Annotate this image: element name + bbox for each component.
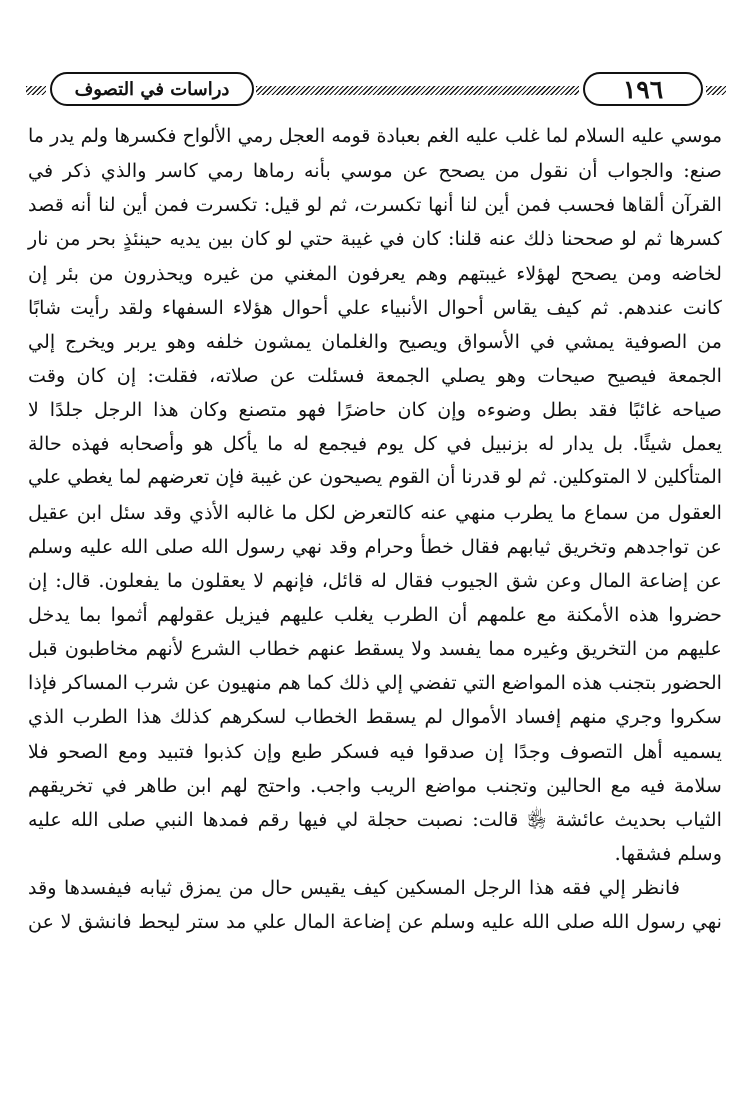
text-line: موسي عليه السلام لما غلب عليه الغم بعبادة قومه العجل رمي الألواح فكسرها ولم يدر ما bbox=[28, 126, 722, 147]
text-line: يسميه أهل التصوف وجدًا إن صدقوا فيه فسكر طبع وإن كذبوا فتبيد ومع الصحو فلا bbox=[28, 739, 722, 763]
text-line: صنع: والجواب أن نقول من يصحح عن موسي بأنه رماها رمي كاسر والذي ذكر في bbox=[28, 159, 722, 183]
text-line: من الصوفية يمشي في الأسواق ويصيح والغلمان يمشون خلفه وهو يربر ويخرج إلي bbox=[28, 329, 722, 353]
text-line: عن تواجدهم وتخريق ثيابهم فقال خطأ وحرام وقد نهي رسول الله صلى الله عليه وسلم bbox=[28, 534, 722, 558]
text-line: وسلم فشقها. bbox=[614, 841, 722, 865]
text-line: الجمعة فيصيح صيحات وهو يصلي الجمعة فسئلت عن صلاته، فقلت: إن كان وقت bbox=[28, 363, 722, 387]
header-hatch-left bbox=[26, 86, 46, 95]
header-hatch-right bbox=[706, 86, 726, 95]
text-line: حضروا هذه الأمكنة مع علمهم أن الطرب يغلب عليهم فيزيل عقولهم أثموا بما يدخل bbox=[28, 602, 722, 626]
text-line: صياحه غائبًا فقد بطل وضوءه وإن كان حاضرًا فهو متصنع وكان هذا الرجل جلدًا لا bbox=[28, 398, 722, 422]
book-title: دراسات في التصوف bbox=[50, 72, 254, 106]
text-line: المتأكلين لا المتوكلين. ثم لو قدرنا أن القوم يصيحون عن غيبة فإن تعرضهم لما يغطي علي bbox=[28, 467, 722, 489]
header-hatch-middle bbox=[256, 86, 579, 95]
body-text bbox=[28, 120, 722, 939]
text-line: كسرها ثم لو صححنا ذلك عنه قلنا: كان في غيبة حتي لو كان بين يديه حينئذٍ بحر من نار bbox=[28, 227, 722, 251]
text-line: كانت عندهم. ثم كيف يقاس أحوال الأنبياء علي أحوال هؤلاء السفهاء ولقد رأيت شابًا bbox=[28, 295, 722, 319]
text-line: لخاضه ومن يصحح لهؤلاء غيبتهم وهم يعرفون المغني من غيره ويحذرون من بئر إن bbox=[28, 261, 722, 285]
text-line: عليهم من التخريق وغيره مما يفسد ولا يسقط عنهم خطاب الشرع لأنهم مخاطبون قبل bbox=[28, 637, 722, 661]
text-line: الحضور بتجنب هذه المواضع التي تفضي إلي ذلك كما هم منهيون عن شرب المساكر فإذا bbox=[28, 671, 722, 695]
text-line: سكروا وجري منهم إفساد الأموال لم يسقط الخطاب لسكرهم كذلك هذا الطرب الذي bbox=[28, 705, 722, 729]
text-line: يعمل شيئًا. بل يدار له بزنبيل في كل يوم فيجمع له ما يأكل هو وأصحابه فهذه حالة bbox=[28, 432, 722, 456]
text-line: عن إضاعة المال وعن شق الجيوب فقال له قائل، فإنهم لا يعقلون ما يفعلون. قال: إن bbox=[28, 568, 722, 592]
text-line: العقول من سماع ما يطرب منهي عنه كالتعرض لكل ما غالبه الأذي وقد سئل ابن عقيل bbox=[28, 500, 722, 524]
text-line: فانظر إلي فقه هذا الرجل المسكين كيف يقيس حال من يمزق ثيابه فيفسدها وقد bbox=[28, 876, 680, 900]
page-header bbox=[26, 70, 726, 110]
text-line: سلامة فيه مع الحالين وتجنب مواضع الريب واجب. واحتج لهم ابن طاهر في تخريقهم bbox=[28, 773, 722, 797]
text-line: القرآن ألقاها فحسب فمن أين لنا أنها تكسرت، ثم لو قيل: تكسرت فمن أين لنا أنه قصد bbox=[28, 193, 722, 217]
text-line: الثياب بحديث عائشة ﵂ قالت: نصبت حجلة لي فيها رقم فمدها النبي صلى الله عليه bbox=[28, 807, 722, 831]
page-number: ١٩٦ bbox=[583, 72, 703, 106]
text-line: نهي رسول الله صلى الله عليه وسلم عن إضاعة المال علي مد ستر ليحط فانشق لا عن bbox=[28, 910, 722, 934]
